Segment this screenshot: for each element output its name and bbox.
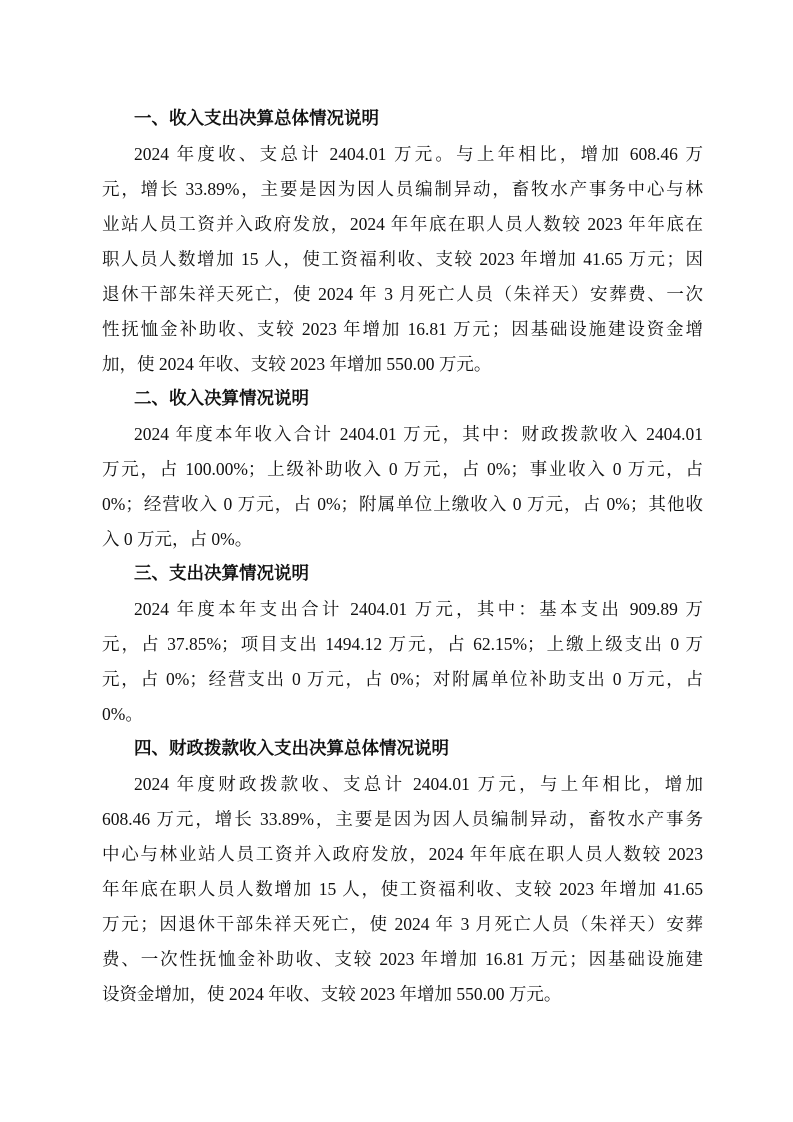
paragraph-line: 2024 年度本年收入合计 2404.01 万元，其中：财政拨款收入 2404.01 [134,424,703,444]
section-heading: 四、财政拨款收入支出决算总体情况说明 [134,739,449,759]
paragraph-line: 职人员人数增加 15 人，使工资福利收、支较 2023 年增加 41.65 万元；因 [102,249,703,269]
paragraph-line: 0%；经营收入 0 万元，占 0%；附属单位上缴收入 0 万元，占 0%；其他收 [102,494,703,514]
paragraph-line: 万元，占 100.00%；上级补助收入 0 万元，占 0%；事业收入 0 万元，占 [102,459,703,479]
paragraph-line: 元，占 37.85%；项目支出 1494.12 万元，占 62.15%；上缴上级支出 0 万 [102,634,703,654]
paragraph-line: 业站人员工资并入政府发放，2024 年年底在职人员人数较 2023 年年底在 [102,214,703,234]
section-heading: 一、收入支出决算总体情况说明 [134,109,379,129]
paragraph-line: 加，使 2024 年收、支较 2023 年增加 550.00 万元。 [102,354,492,374]
section [102,557,703,732]
section-heading: 三、支出决算情况说明 [134,564,309,584]
paragraph-line: 费、一次性抚恤金补助收、支较 2023 年增加 16.81 万元；因基础设施建 [102,949,703,969]
paragraph-line: 设资金增加，使 2024 年收、支较 2023 年增加 550.00 万元。 [102,984,562,1004]
paragraph-line: 性抚恤金补助收、支较 2023 年增加 16.81 万元；因基础设施建设资金增 [102,319,703,339]
paragraph-line: 退休干部朱祥天死亡，使 2024 年 3 月死亡人员（朱祥天）安葬费、一次 [102,284,703,304]
section [102,732,703,1012]
paragraph-line: 万元；因退休干部朱祥天死亡，使 2024 年 3 月死亡人员（朱祥天）安葬 [102,914,703,934]
paragraph-line: 2024 年度收、支总计 2404.01 万元。与上年相比，增加 608.46 万 [134,144,703,164]
section [102,382,703,557]
paragraph-line: 2024 年度财政拨款收、支总计 2404.01 万元，与上年相比，增加 [134,774,703,794]
paragraph-line: 608.46 万元，增长 33.89%，主要是因为因人员编制异动，畜牧水产事务 [102,809,703,829]
document-body [102,102,703,1012]
paragraph-line: 2024 年度本年支出合计 2404.01 万元，其中：基本支出 909.89 万 [134,599,703,619]
paragraph-line: 元，占 0%；经营支出 0 万元，占 0%；对附属单位补助支出 0 万元，占 [102,669,703,689]
section [102,102,703,382]
paragraph-line: 中心与林业站人员工资并入政府发放，2024 年年底在职人员人数较 2023 [102,844,703,864]
paragraph-line: 元，增长 33.89%，主要是因为因人员编制异动，畜牧水产事务中心与林 [102,179,703,199]
section-heading: 二、收入决算情况说明 [134,389,309,409]
paragraph-line: 0%。 [102,704,143,724]
paragraph-line: 年年底在职人员人数增加 15 人，使工资福利收、支较 2023 年增加 41.65 [102,879,703,899]
paragraph-line: 入 0 万元，占 0%。 [102,529,253,549]
